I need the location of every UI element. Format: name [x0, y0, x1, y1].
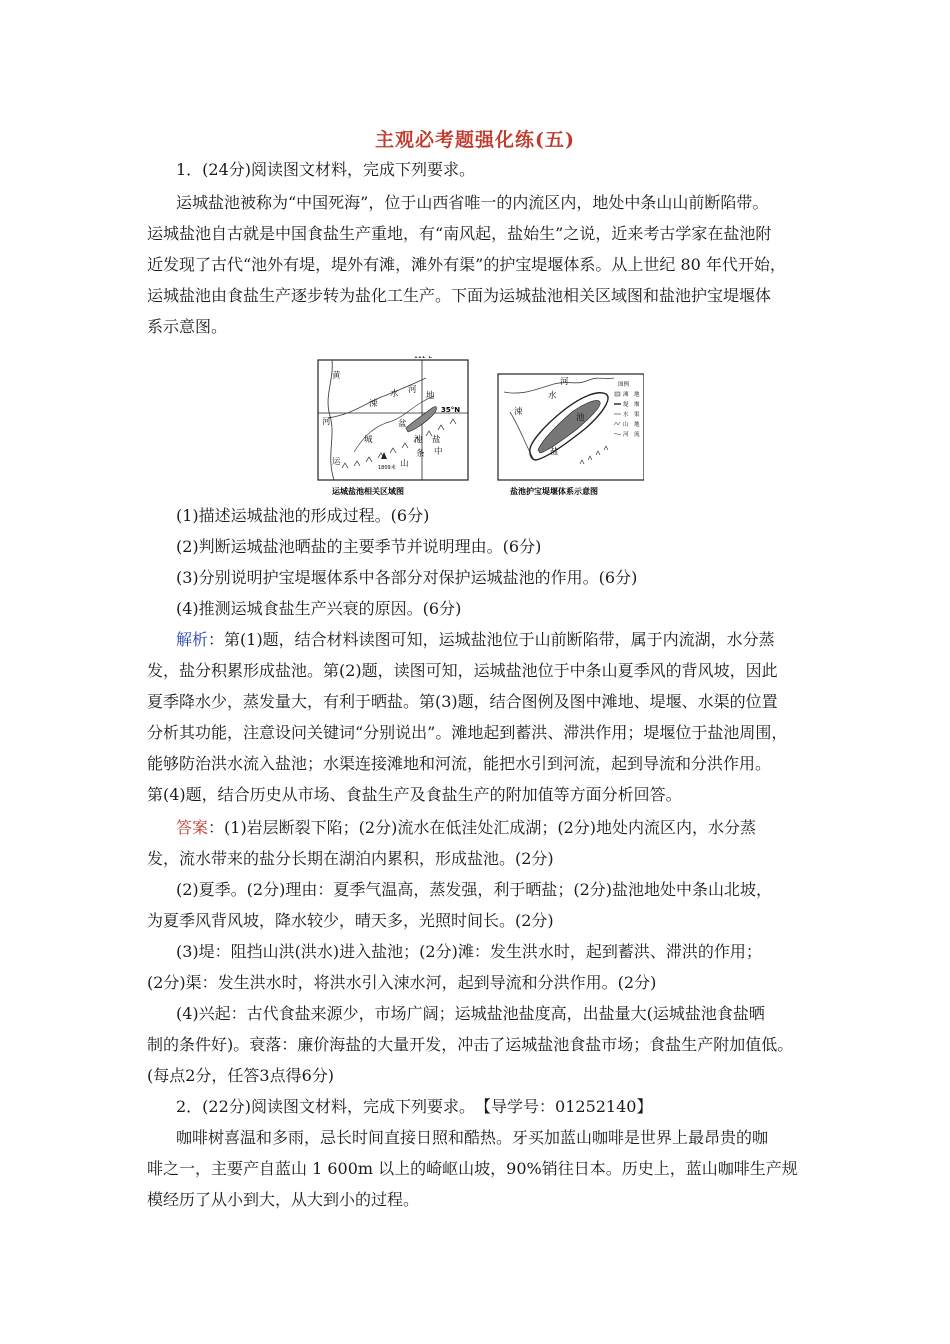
map-label: 黄 — [332, 371, 341, 381]
map-label: 河 — [560, 377, 569, 387]
page-title: 主观必考题强化练(五) — [375, 129, 575, 151]
map-label: 涑 — [514, 407, 523, 417]
answer-line: 为夏季风背风坡，降水较少，晴天多，光照时间长。(2分) — [147, 911, 554, 930]
q1-material-line: 系示意图。 — [147, 317, 228, 336]
right-caption: 盐池护宝堤堰体系示意图 — [510, 487, 598, 496]
q1-material-line: 运城盐池被称为“中国死海”，位于山西省唯一的内流区内，地处中条山山前断陷带。 — [176, 193, 769, 212]
map-label: 地 — [426, 391, 435, 401]
map-label: 河 — [408, 385, 417, 395]
analysis-line: 第(4)题，结合历史从市场、食盐生产及食盐生产的附加值等方面分析回答。 — [147, 785, 682, 804]
answer-line: (3)堤：阻挡山洪(洪水)进入盐池；(2分)滩：发生洪水时，起到蓄洪、滞洪的作用； — [176, 942, 762, 961]
answer-line: 发，流水带来的盐分长期在湖泊内累积，形成盐池。(2分) — [147, 849, 554, 868]
q1-material-line: 近发现了古代“池外有堤，堤外有滩，滩外有渠”的护宝堤堰体系。从上世纪 80 年代开始， — [147, 255, 786, 274]
q1-material-line: 运城盐池自古就是中国食盐生产重地，有“南风起，盐始生”之说，近来考古学家在盐池附 — [147, 224, 772, 243]
region-map — [318, 356, 468, 496]
legend-label: 滩 地 — [623, 392, 640, 398]
answer-line — [176, 818, 756, 838]
peak-label: 1809米 — [378, 465, 396, 471]
q2-material-line: 咖啡树喜温和多雨，忌长时间直接日照和酷热。牙买加蓝山咖啡是世界上最昂贵的咖 — [176, 1128, 769, 1147]
q2-material-line: 模经历了从小到大，从大到小的过程。 — [147, 1190, 420, 1209]
analysis-label: 解析 — [176, 630, 209, 649]
answer-line: (4)兴起：古代食盐来源少，市场广阔；运城盐池盐度高，出盐量大(运城盐池食盐晒 — [176, 1004, 765, 1023]
answer-line: (2)夏季。(2分)理由：夏季气温高，蒸发强，利于晒盐；(2分)盐池地处中条山北坡， — [176, 880, 772, 899]
q1-question: (2)判断运城盐池晒盐的主要季节并说明理由。(6分) — [176, 537, 542, 556]
answer-line: 制的条件好)。衰落：廉价海盐的大量开发，冲击了运城盐池食盐市场；食盐生产附加值低。 — [147, 1035, 794, 1054]
q2-stem: 2．(22分)阅读图文材料，完成下列要求。 【导学号：01252140】 — [176, 1097, 653, 1116]
map-label: 水 — [390, 389, 399, 399]
legend-label: 山 地 — [623, 422, 640, 428]
q1-stem: 1．(24分)阅读图文材料，完成下列要求。 — [176, 160, 476, 179]
analysis-line: 能够防治洪水流入盐池；水渠连接滩地和河流，能把水引到河流，起到导流和分洪作用。 — [147, 754, 772, 773]
q1-material-line: 运城盐池由食盐生产逐步转为盐化工生产。下面为运城盐池相关区域图和盐池护宝堤堰体 — [147, 286, 772, 305]
analysis-text: ：第(1)题，结合材料读图可知，运城盐池位于山前断陷带，属于内流湖，水分蒸 — [208, 630, 775, 649]
answer-text: ：(1)岩层断裂下陷；(2分)流水在低洼处汇成湖；(2分)地处内流区内，水分蒸 — [208, 818, 757, 837]
q1-question: (1)描述运城盐池的形成过程。(6分) — [176, 506, 430, 525]
legend-label: 河 流 — [623, 432, 640, 438]
map-label: 山 — [400, 459, 409, 469]
dike-system-map — [498, 374, 644, 496]
left-caption: 运城盐池相关区域图 — [332, 487, 404, 496]
map-label: 城 — [364, 435, 373, 445]
lon-label: 111°E — [414, 356, 433, 360]
legend-label: 水 渠 — [623, 412, 640, 418]
q1-figure — [314, 356, 644, 502]
map-label: 河 — [322, 417, 331, 427]
analysis-line: 夏季降水少，蒸发量大，有利于晒盐。第(3)题，结合图例及图中滩地、堤堰、水渠的位置 — [147, 692, 778, 711]
map-label: 条 — [416, 449, 425, 459]
map-label: 池 — [576, 413, 585, 423]
lat-label: 35°N — [441, 406, 461, 414]
legend-label: 堤 堰 — [623, 402, 640, 408]
map-label: 中 — [434, 447, 443, 457]
map-label: 盆 — [398, 419, 407, 429]
map-label: 盐 — [550, 447, 559, 457]
analysis-line: 发，盐分积累形成盐池。第(2)题，读图可知，运城盐池位于中条山夏季风的背风坡，因此 — [147, 661, 778, 680]
answer-line: (2分)渠：发生洪水时，将洪水引入涑水河，起到导流和分洪作用。(2分) — [147, 973, 657, 992]
map-label: 涑 — [369, 399, 378, 409]
map-label: 运 — [332, 457, 341, 467]
answer-line: (每点2分，任答3点得6分) — [147, 1066, 335, 1085]
q1-question: (3)分别说明护宝堤堰体系中各部分对保护运城盐池的作用。(6分) — [176, 568, 638, 587]
legend-swatch — [615, 392, 620, 396]
q1-question: (4)推测运城食盐生产兴衰的原因。(6分) — [176, 599, 462, 618]
map-label: 池 — [414, 435, 423, 445]
figure-svg — [314, 356, 644, 502]
analysis-line — [176, 630, 775, 650]
map-label: 盐 — [432, 435, 441, 445]
map-label: 水 — [548, 391, 557, 401]
legend-title: 图例 — [618, 382, 630, 388]
q2-material-line: 啡之一，主要产自蓝山 1 600m 以上的崎岖山坡，90%销往日本。历史上，蓝山咖啡生产规 — [147, 1159, 798, 1178]
analysis-line: 分析其功能，注意设问关键词“分别说出”。滩地起到蓄洪、滞洪作用；堤堰位于盐池周围， — [147, 723, 788, 742]
answer-label: 答案 — [176, 818, 209, 837]
